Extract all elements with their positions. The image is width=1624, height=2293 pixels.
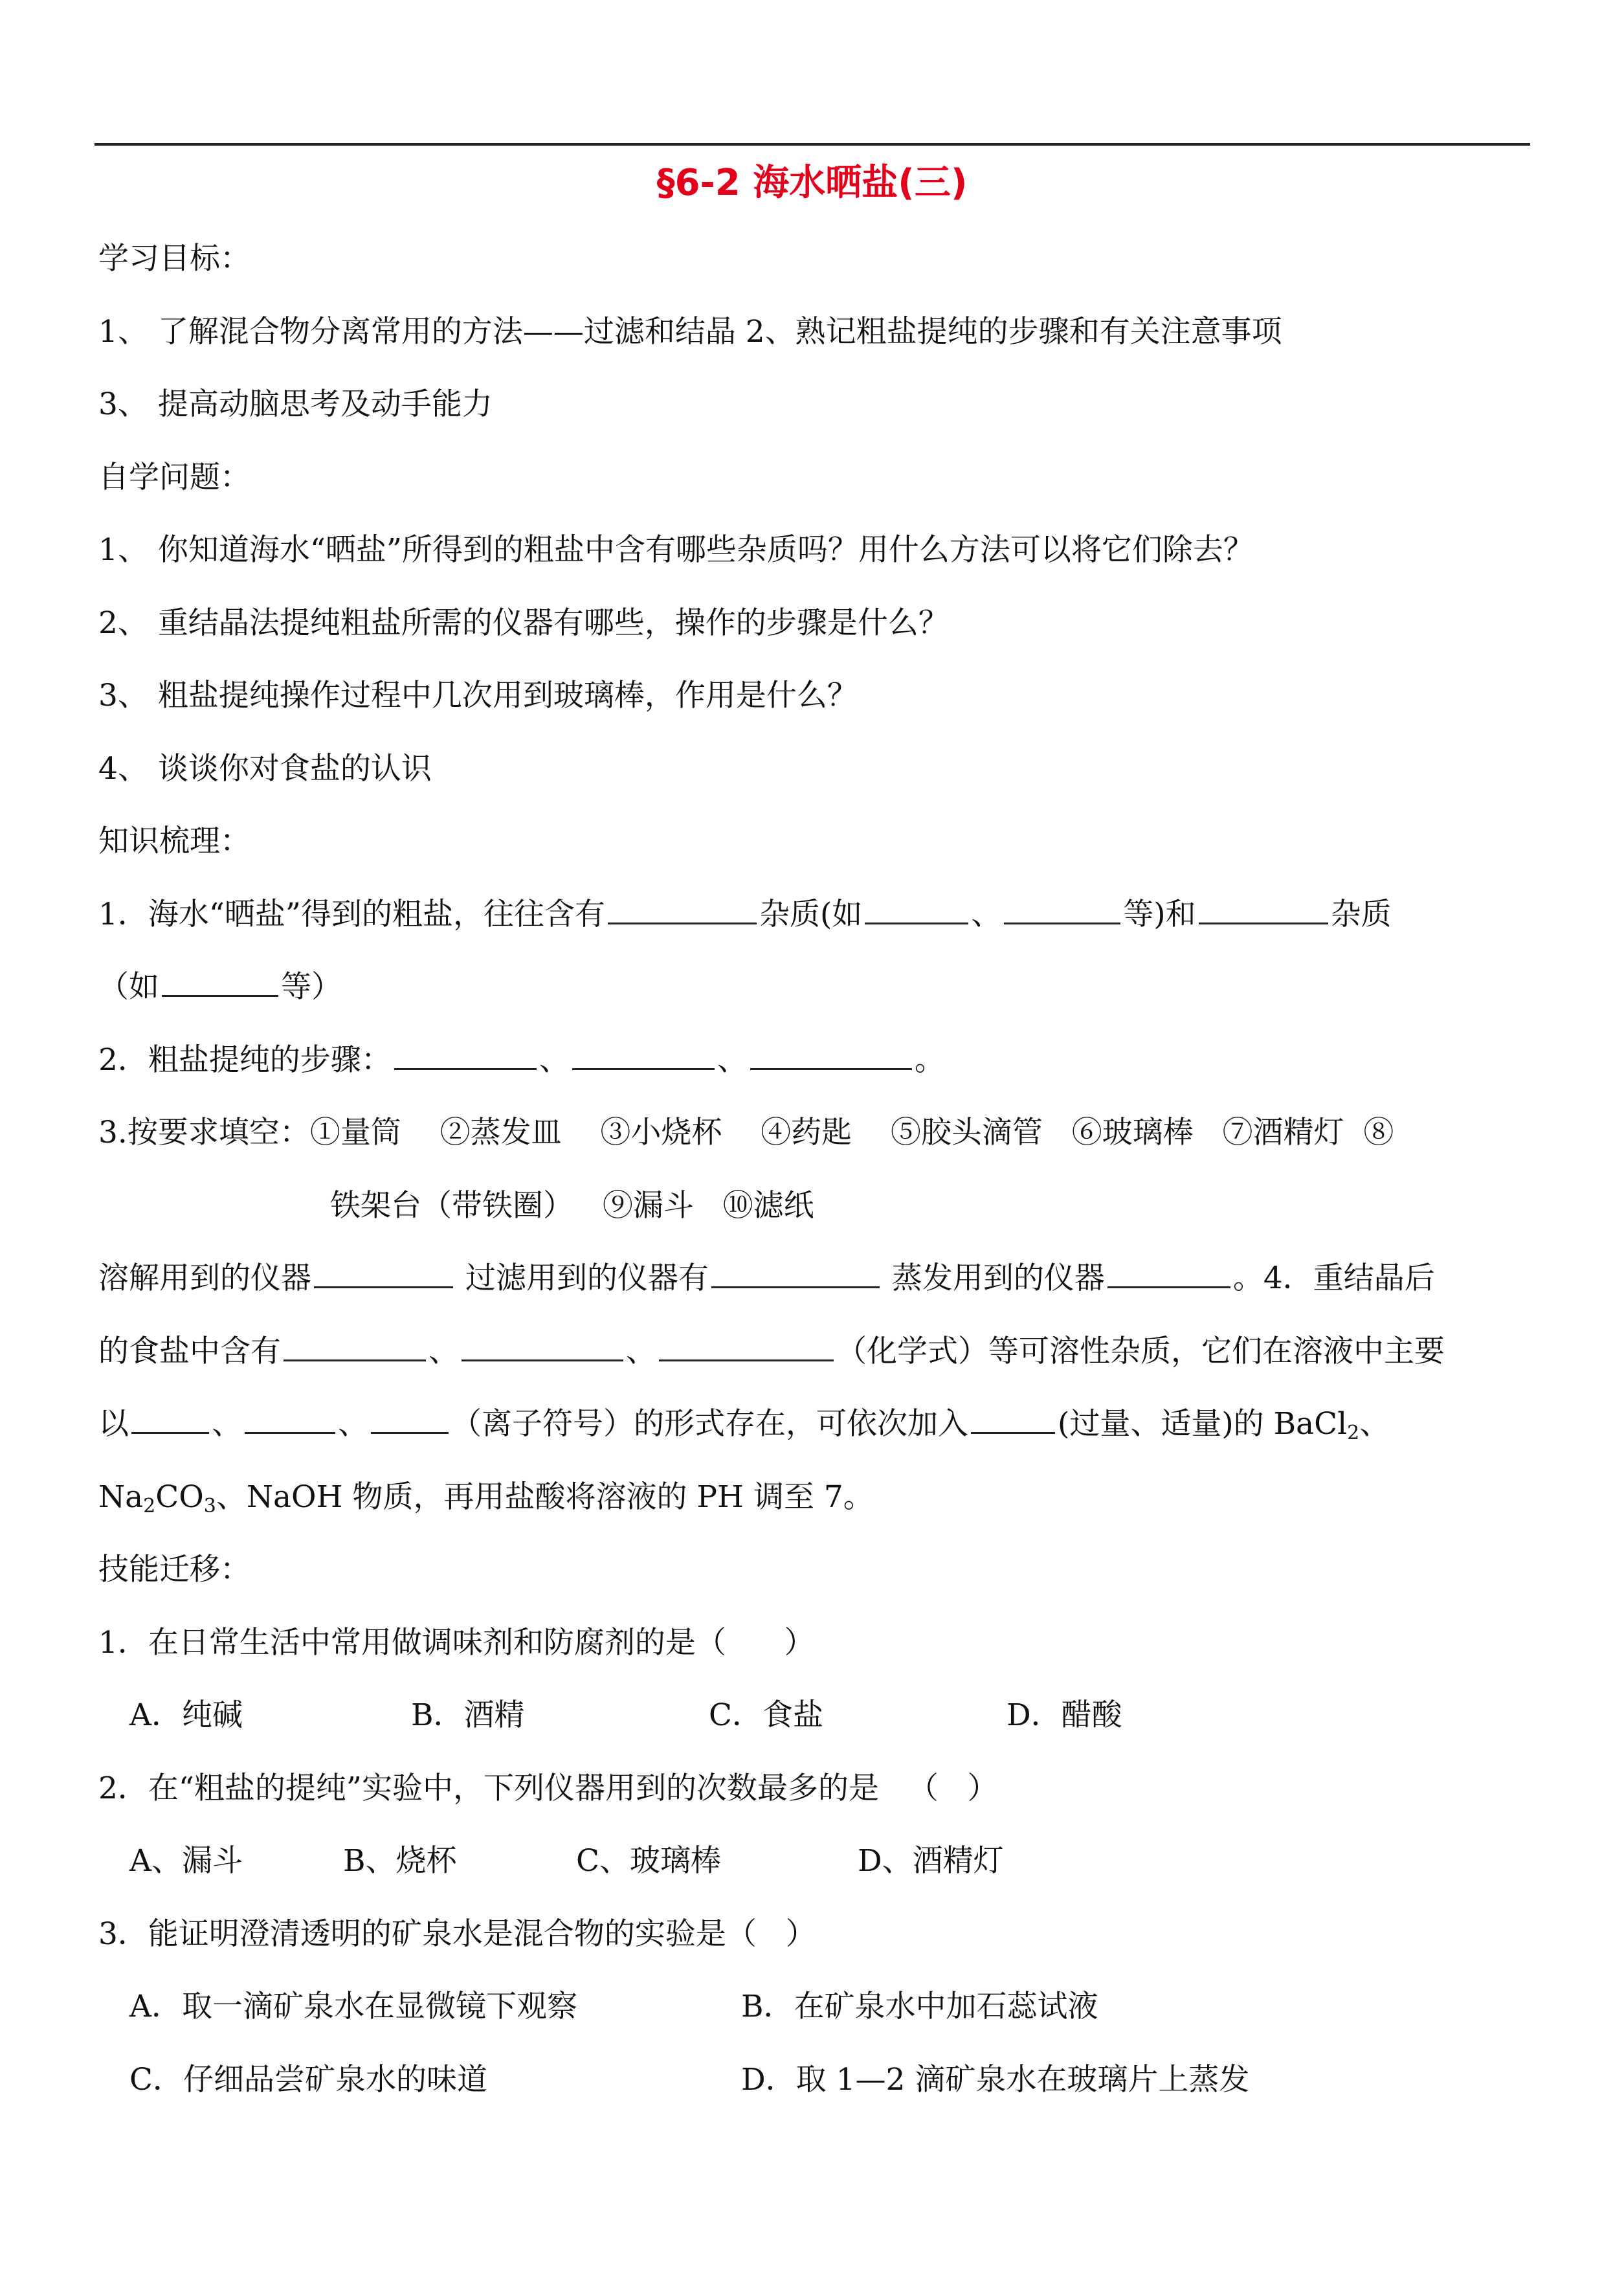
option-b[interactable]: B．在矿泉水中加石蕊试液 bbox=[741, 1989, 1098, 2024]
answer-blank[interactable] bbox=[659, 1334, 834, 1361]
knowledge-q2 bbox=[98, 1041, 945, 1080]
q4-sep: 、 bbox=[212, 1406, 242, 1442]
option-a[interactable]: A．取一滴矿泉水在显微镜下观察 bbox=[129, 1989, 577, 2024]
q1-text: 等)和 bbox=[1123, 897, 1196, 932]
formula-text: Na bbox=[98, 1479, 144, 1515]
q4-text: 以 bbox=[98, 1406, 129, 1442]
subscript: 2 bbox=[143, 1495, 156, 1517]
q4-text: （离子符号）的形式存在，可依次加入 bbox=[451, 1406, 968, 1442]
option-c[interactable]: C．仔细品尝矿泉水的味道 bbox=[129, 2062, 487, 2097]
self-study-item: 1、 你知道海水“晒盐”所得到的粗盐中含有哪些杂质吗？用什么方法可以将它们除去？ bbox=[98, 532, 1254, 568]
objective-item: 1、 了解混合物分离常用的方法——过滤和结晶 2、熟记粗盐提纯的步骤和有关注意事项 bbox=[98, 314, 1282, 350]
q4-text: 、NaOH 物质，再用盐酸将溶液的 PH 调至 7。 bbox=[216, 1479, 874, 1515]
option-d[interactable]: D．醋酸 bbox=[1007, 1697, 1122, 1733]
q1-text: （如 bbox=[98, 969, 159, 1005]
formula-text: CO bbox=[155, 1479, 204, 1515]
objectives-heading: 学习目标： bbox=[98, 241, 250, 276]
knowledge-q4-line2 bbox=[98, 1405, 1390, 1453]
answer-blank[interactable] bbox=[462, 1334, 623, 1361]
answer-blank[interactable] bbox=[131, 1406, 209, 1434]
q3-text: 。4．重结晶后 bbox=[1232, 1260, 1435, 1296]
q1-text: 杂质(如 bbox=[759, 897, 863, 932]
knowledge-heading: 知识梳理： bbox=[98, 823, 250, 859]
knowledge-q4-line1 bbox=[98, 1332, 1445, 1371]
subscript: 3 bbox=[203, 1495, 216, 1517]
q2-sep: 、 bbox=[717, 1042, 748, 1078]
self-study-item: 2、 重结晶法提纯粗盐所需的仪器有哪些，操作的步骤是什么？ bbox=[98, 605, 949, 641]
self-study-item: 3、 粗盐提纯操作过程中几次用到玻璃棒，作用是什么？ bbox=[98, 678, 858, 713]
answer-blank[interactable] bbox=[1107, 1260, 1230, 1288]
answer-blank[interactable] bbox=[394, 1042, 537, 1070]
q3-text: 过滤用到的仪器有 bbox=[456, 1260, 709, 1296]
option-c[interactable]: C．食盐 bbox=[709, 1697, 823, 1733]
knowledge-q3-line2: 铁架台（带铁圈） ⑨漏斗 ⑩滤纸 bbox=[330, 1188, 814, 1224]
answer-blank[interactable] bbox=[1199, 897, 1328, 924]
knowledge-q1-line1 bbox=[98, 895, 1392, 934]
option-c[interactable]: C、玻璃棒 bbox=[576, 1843, 721, 1879]
knowledge-q3-line1: 3.按要求填空：①量筒 ②蒸发皿 ③小烧杯 ④药匙 ⑤胶头滴管 ⑥玻璃棒 ⑦酒精灯 ⑧ bbox=[98, 1115, 1394, 1150]
page-title: §6-2 海水晒盐(三) bbox=[656, 162, 968, 204]
knowledge-q4-line3 bbox=[98, 1478, 874, 1526]
knowledge-q1-line2 bbox=[98, 968, 342, 1007]
answer-blank[interactable] bbox=[608, 897, 757, 924]
q4-sep: 、 bbox=[428, 1334, 459, 1369]
q4-text: (过量、适量)的 BaCl bbox=[1058, 1406, 1348, 1442]
q4-text: 、 bbox=[1359, 1406, 1390, 1442]
self-study-heading: 自学问题： bbox=[98, 460, 250, 495]
skills-q1: 1．在日常生活中常用做调味剂和防腐剂的是（ ） bbox=[98, 1625, 815, 1661]
option-b[interactable]: B．酒精 bbox=[411, 1697, 525, 1733]
option-d[interactable]: D、酒精灯 bbox=[858, 1843, 1004, 1879]
q3-text: 溶解用到的仪器 bbox=[98, 1260, 311, 1296]
knowledge-q3-fill bbox=[98, 1259, 1435, 1298]
skills-q3: 3．能证明澄清透明的矿泉水是混合物的实验是（ ） bbox=[98, 1916, 816, 1952]
q2-sep: 、 bbox=[539, 1042, 570, 1078]
self-study-item: 4、 谈谈你对食盐的认识 bbox=[98, 751, 432, 787]
skills-q2: 2．在“粗盐的提纯”实验中，下列仪器用到的次数最多的是 （ ） bbox=[98, 1771, 998, 1806]
q4-sep: 、 bbox=[626, 1334, 656, 1369]
subscript: 2 bbox=[1347, 1422, 1360, 1444]
q4-sep: 、 bbox=[338, 1406, 368, 1442]
q2-text: 2．粗盐提纯的步骤： bbox=[98, 1042, 392, 1078]
answer-blank[interactable] bbox=[245, 1406, 335, 1434]
answer-blank[interactable] bbox=[314, 1260, 453, 1288]
option-a[interactable]: A、漏斗 bbox=[129, 1843, 243, 1879]
header-rule bbox=[95, 143, 1530, 146]
answer-blank[interactable] bbox=[971, 1406, 1055, 1434]
q3-text: 蒸发用到的仪器 bbox=[882, 1260, 1105, 1296]
q2-end: 。 bbox=[914, 1042, 945, 1078]
option-d[interactable]: D．取 1—2 滴矿泉水在玻璃片上蒸发 bbox=[741, 2062, 1250, 2097]
answer-blank[interactable] bbox=[572, 1042, 715, 1070]
answer-blank[interactable] bbox=[750, 1042, 912, 1070]
answer-blank[interactable] bbox=[1004, 897, 1120, 924]
option-b[interactable]: B、烧杯 bbox=[343, 1843, 457, 1879]
q1-text: 1．海水“晒盐”得到的粗盐，往往含有 bbox=[98, 897, 605, 932]
option-a[interactable]: A．纯碱 bbox=[129, 1697, 243, 1733]
q1-text: 杂质 bbox=[1330, 897, 1392, 932]
objective-item: 3、 提高动脑思考及动手能力 bbox=[98, 386, 493, 422]
answer-blank[interactable] bbox=[162, 969, 278, 997]
answer-blank[interactable] bbox=[371, 1406, 449, 1434]
q4-text: 的食盐中含有 bbox=[98, 1334, 281, 1369]
q4-text: （化学式）等可溶性杂质，它们在溶液中主要 bbox=[836, 1334, 1445, 1369]
skills-heading: 技能迁移： bbox=[98, 1552, 250, 1587]
answer-blank[interactable] bbox=[865, 897, 968, 924]
q1-text: 、 bbox=[971, 897, 1002, 932]
answer-blank[interactable] bbox=[284, 1334, 426, 1361]
answer-blank[interactable] bbox=[711, 1260, 880, 1288]
q1-text: 等） bbox=[281, 969, 342, 1005]
